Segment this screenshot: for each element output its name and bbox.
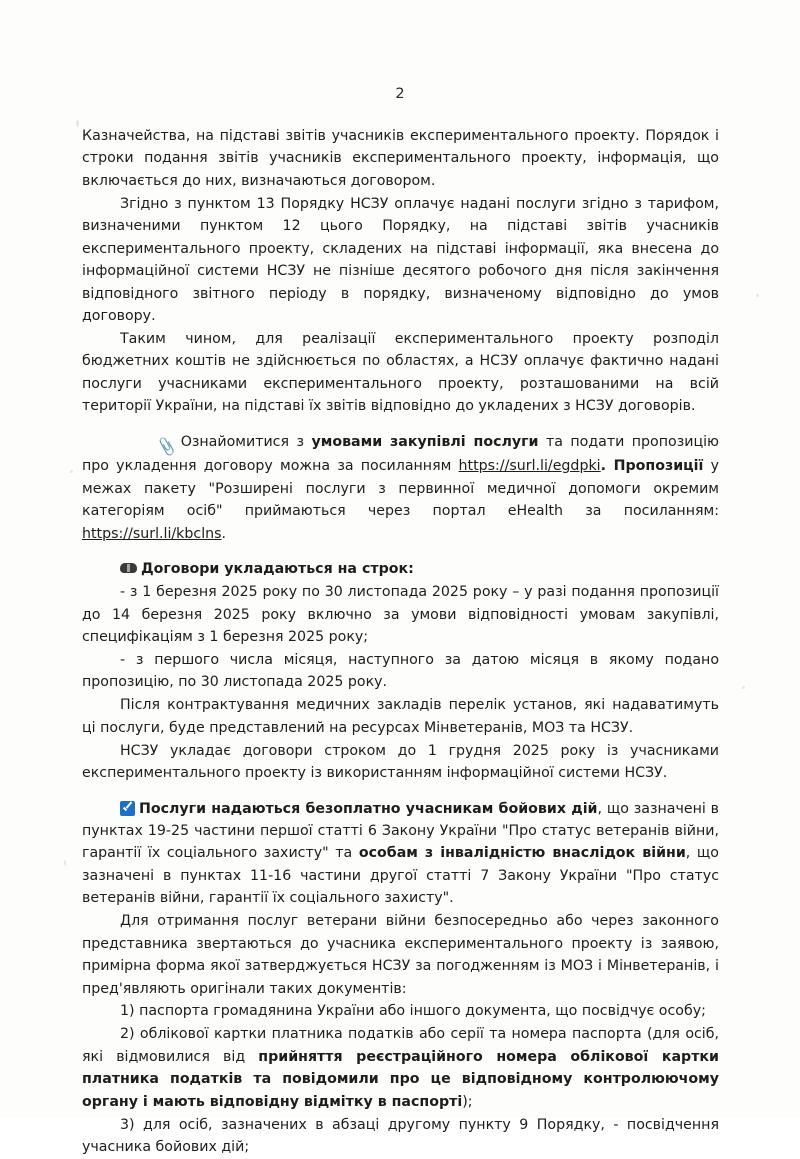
paragraph-doc-item-3: 3) для осіб, зазначених в абзаці другому пункту 9 Порядку, - посвідчення учасника бойових дій;	[82, 1116, 719, 1156]
procurement-lead-bold-1: умовами закупівлі послуги	[311, 433, 539, 450]
handshake-icon	[120, 562, 137, 574]
contracts-heading	[82, 558, 719, 580]
scan-artifact	[76, 120, 79, 127]
contracts-item-2: - з першого числа місяця, наступного за датою місяця в якому подано пропозицію, по 30 листопада 2025 року.	[82, 651, 719, 691]
paragraph-doc-item-2	[82, 1023, 719, 1113]
doc-item-2-plain-1: 2) облікової картки платника податків або серії та номера паспорта (для осіб, які відмовилися від	[82, 1026, 719, 1065]
paragraph-nszu-deadline: НСЗУ укладає договори строком до 1 грудня 2025 року із учасниками експериментального проекту із використанням інформаційної системи НСЗУ.	[82, 742, 719, 782]
paragraph-clause-13: Згідно з пунктом 13 Порядку НСЗУ оплачує надані послуги згідно з тарифом, визначеними пунктом 12 цього Порядку, на підставі звітів учасників експериментального проекту, складених на підставі інформації, яка внесена до інформаційної системи НСЗУ не пізніше десятого робочого дня після закінчення відповідного звітного періоду в порядку, визначеному відповідно до умов договору.	[82, 195, 719, 324]
paragraph-free-services	[82, 798, 719, 910]
procurement-lead-plain-1: Ознайомитися з	[180, 433, 312, 450]
paragraph-treasury: Казначейства, на підставі звітів учасників експериментального проекту. Порядок і строки подання звітів учасників експериментального проекту, інформація, що включається до них, визначаються договором.	[82, 128, 719, 189]
free-services-lead-bold: Послуги надаються безоплатно учасникам бойових дій	[139, 800, 598, 817]
procurement-after-link-bold: . Пропозиції	[600, 458, 704, 475]
document-body	[82, 125, 719, 1159]
scan-artifact	[742, 686, 745, 689]
scan-artifact	[756, 294, 759, 297]
procurement-lead-plain-2: та подати пропозицію про укладення договору можна за посиланням	[82, 433, 720, 475]
procurement-link-1[interactable]: https://surl.li/egdpki	[458, 458, 601, 475]
free-services-segment-1: , що зазначені в пунктах 19-25 частини першої статті 6 Закону України "Про статус ветеранів війни, гарантії їх соціального захисту" та	[82, 800, 719, 862]
procurement-after-link-plain: у межах пакету "Розширені послуги з первинної медичної допомоги окремим категоріям осіб" приймаються через портал eHealth за посиланням:	[82, 458, 719, 520]
free-services-segment-2: , що зазначені в пунктах 11-16 частини другої статті 7 Закону України "Про статус ветеранів війни, гарантії їх соціального захисту".	[82, 845, 719, 907]
free-services-bold-2: особам з інвалідністю внаслідок війни	[358, 845, 686, 862]
scan-artifact	[70, 470, 73, 473]
paragraph-procurement-terms	[82, 431, 719, 545]
contracts-heading-text: Договори укладаються на строк:	[141, 561, 414, 578]
paragraph-budget-distribution: Таким чином, для реалізації експериментального проекту розподіл бюджетних коштів не здійснюється по областях, а НСЗУ оплачує фактично надані послуги учасниками експериментального проекту, розташованими на всій території України, на підставі їх звітів відповідно до укладених з НСЗУ договорів.	[82, 330, 719, 415]
procurement-link-2[interactable]: https://surl.li/kbclns	[82, 525, 222, 542]
paragraph-after-contracting: Після контрактування медичних закладів перелік установ, які надаватимуть ці послуги, буде представлений на ресурсах Мінветеранів, МОЗ та НСЗУ.	[82, 697, 719, 736]
procurement-tail: .	[221, 525, 227, 542]
page-number: 2	[395, 86, 405, 102]
paragraph-how-to-get: Для отримання послуг ветерани війни безпосередньо або через законного представника звертаються до учасника експериментального проекту із заявою, примірна форма якої затверджується НСЗУ за погодженням із МОЗ і Мінветеранів, і пред'являють оригінали таких документів:	[82, 913, 719, 997]
paragraph-doc-item-1: 1) паспорта громадянина України або іншого документа, що посвідчує особу;	[120, 1003, 706, 1020]
scan-artifact	[64, 860, 66, 866]
check-icon	[120, 801, 135, 816]
doc-item-2-plain-2: );	[462, 1093, 473, 1110]
doc-item-2-bold-1: прийняття реєстраційного номера облікової картки платника податків та повідомили про це відповідному контролюючому органу і мають відповідну відмітку в паспорті	[82, 1048, 719, 1110]
paperclip-icon: 📎	[156, 435, 179, 458]
contracts-item-1: - з 1 березня 2025 року по 30 листопада 2025 року – у разі подання пропозиції до 14 березня 2025 року включно за умови відповідності умовам закупівлі, специфікаціям з 1 березня 2025 року;	[82, 584, 719, 645]
